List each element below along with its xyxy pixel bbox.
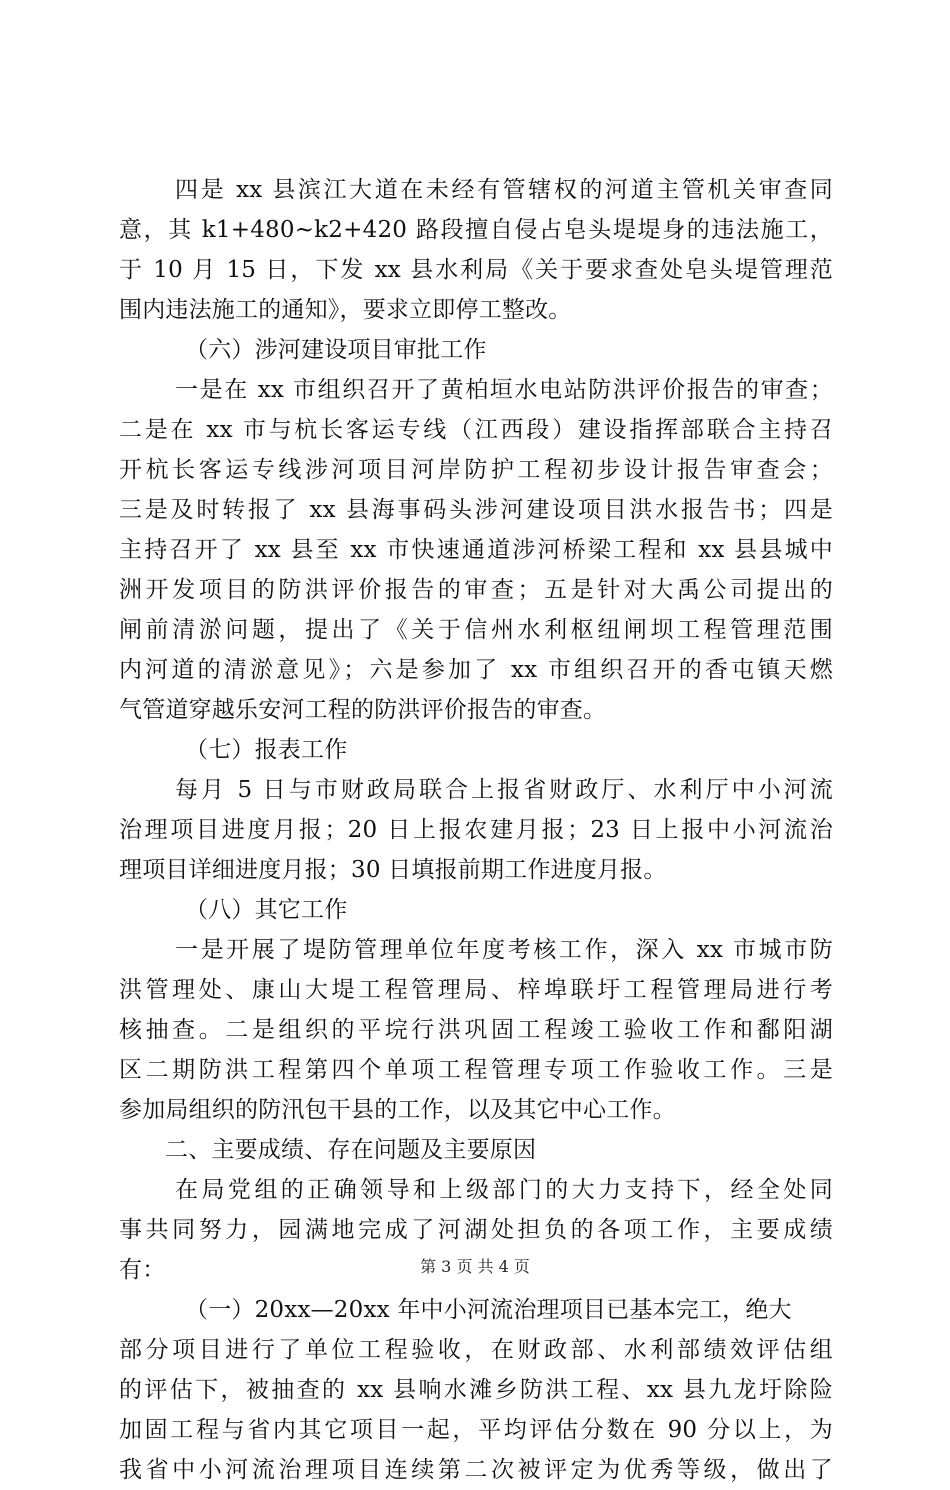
section-heading: 二、主要成绩、存在问题及主要原因 — [165, 1137, 537, 1163]
paragraph-line: 治理项目进度月报；20 日上报农建月报；23 日上报中小河流治 — [119, 817, 833, 843]
paragraph-line: 一是在 xx 市组织召开了黄柏垣水电站防洪评价报告的审查； — [175, 377, 833, 403]
paragraph-line: 理项目详细进度月报；30 日填报前期工作进度月报。 — [119, 857, 667, 883]
paragraph-line: 围内违法施工的通知》，要求立即停工整改。 — [119, 297, 572, 323]
paragraph-line: 事共同努力，园满地完成了河湖处担负的各项工作，主要成绩 — [119, 1217, 833, 1243]
paragraph-line: 区二期防洪工程第四个单项工程管理专项工作验收工作。三是 — [119, 1057, 833, 1083]
paragraph-line: 气管道穿越乐安河工程的防洪评价报告的审查。 — [119, 697, 607, 723]
paragraph-line: 的评估下，被抽查的 xx 县响水滩乡防洪工程、xx 县九龙圩除险 — [119, 1377, 833, 1403]
section-heading: （七）报表工作 — [185, 737, 348, 763]
paragraph-line: 我省中小河流治理项目连续第二次被评定为优秀等级，做出了 — [119, 1457, 833, 1483]
paragraph-line: 主持召开了 xx 县至 xx 市快速通道涉河桥梁工程和 xx 县县城中 — [119, 537, 833, 563]
paragraph-line: 洪管理处、康山大堤工程管理局、梓埠联圩工程管理局进行考 — [119, 977, 833, 1003]
paragraph-line: 加固工程与省内其它项目一起，平均评估分数在 90 分以上，为 — [119, 1417, 833, 1443]
paragraph-line: 闸前清淤问题，提出了《关于信州水利枢纽闸坝工程管理范围 — [119, 617, 833, 643]
section-heading: （八）其它工作 — [185, 897, 348, 923]
paragraph-line: 四是 xx 县滨江大道在未经有管辖权的河道主管机关审查同 — [175, 177, 833, 203]
paragraph-line: 洲开发项目的防洪评价报告的审查；五是针对大禹公司提出的 — [119, 577, 833, 603]
paragraph-line: 三是及时转报了 xx 县海事码头涉河建设项目洪水报告书；四是 — [119, 497, 833, 523]
paragraph-line: 意，其 k1+480~k2+420 路段擅自侵占皂头堤堤身的违法施工， — [119, 217, 833, 243]
paragraph-line: 一是开展了堤防管理单位年度考核工作，深入 xx 市城市防 — [175, 937, 833, 963]
paragraph-line: 参加局组织的防汛包干县的工作，以及其它中心工作。 — [119, 1097, 676, 1123]
paragraph-line: 二是在 xx 市与杭长客运专线（江西段）建设指挥部联合主持召 — [119, 417, 833, 443]
paragraph-line: 核抽查。二是组织的平垸行洪巩固工程竣工验收工作和鄱阳湖 — [119, 1017, 833, 1043]
paragraph-line: 于 10 月 15 日，下发 xx 县水利局《关于要求查处皂头堤管理范 — [119, 257, 833, 283]
paragraph-line: 每月 5 日与市财政局联合上报省财政厅、水利厅中小河流 — [175, 777, 833, 803]
paragraph-line: 内河道的清淤意见》；六是参加了 xx 市组织召开的香屯镇天燃 — [119, 657, 833, 683]
paragraph-line: 开杭长客运专线涉河项目河岸防护工程初步设计报告审查会； — [119, 457, 833, 483]
document-body — [119, 170, 833, 1490]
section-heading: （六）涉河建设项目审批工作 — [185, 337, 487, 363]
page-footer: 第 3 页 共 4 页 — [420, 1257, 530, 1276]
paragraph-line: 在局党组的正确领导和上级部门的大力支持下，经全处同 — [175, 1177, 833, 1203]
paragraph-line: 部分项目进行了单位工程验收，在财政部、水利部绩效评估组 — [119, 1337, 833, 1363]
paragraph-line: 有： — [119, 1257, 166, 1283]
section-heading: （一）20xx—20xx 年中小河流治理项目已基本完工，绝大 — [185, 1297, 792, 1323]
